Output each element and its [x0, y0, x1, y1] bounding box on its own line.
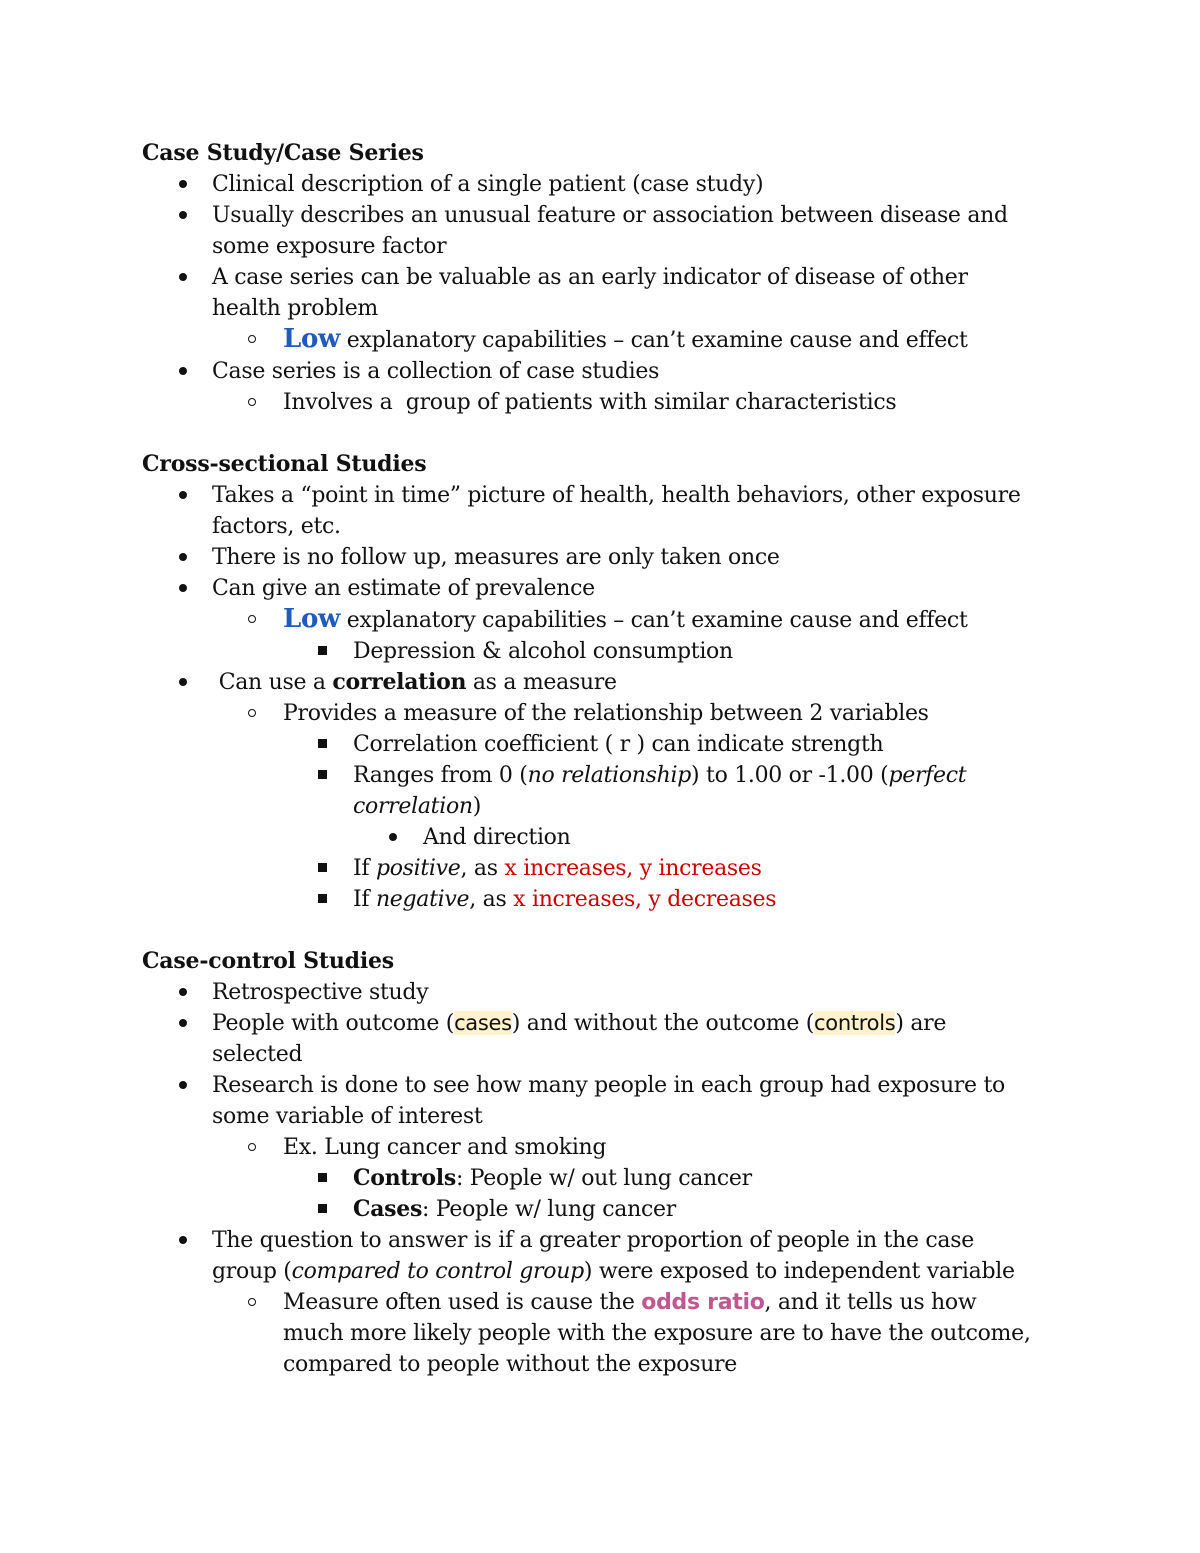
- list-item: If negative, as x increases, y decreases: [142, 884, 1042, 915]
- bullet-square-icon: [318, 1204, 327, 1213]
- bullet-disc-icon: [179, 1236, 187, 1244]
- list-item: Measure often used is cause the odds ratio, and it tells us how much more likely people with the exposure are to have the outcome, compared to people without the exposure: [142, 1287, 1042, 1380]
- bullet-circle-icon: [248, 335, 256, 343]
- bullet-list: [142, 480, 1042, 915]
- list-item: Controls: People w/ out lung cancer: [142, 1163, 1042, 1194]
- list-item: Involves a group of patients with similar characteristics: [142, 387, 1042, 418]
- bullet-square-icon: [318, 770, 327, 779]
- list-item: If positive, as x increases, y increases: [142, 853, 1042, 884]
- list-item: People with outcome (cases) and without the outcome (controls) are selected: [142, 1008, 1042, 1070]
- bullet-disc-icon: [179, 1081, 187, 1089]
- bullet-square-icon: [318, 646, 327, 655]
- bullet-square-icon: [318, 894, 327, 903]
- list-item: Usually describes an unusual feature or association between disease and some exposure factor: [142, 200, 1042, 262]
- bullet-list: [142, 977, 1042, 1380]
- section-heading: Case Study/Case Series: [142, 140, 424, 166]
- bullet-circle-icon: [248, 709, 256, 717]
- bullet-disc-icon: [179, 367, 187, 375]
- list-item: Can use a correlation as a measure: [142, 667, 1042, 698]
- section-case-control: [142, 946, 1042, 1380]
- list-item: Low explanatory capabilities – can’t examine cause and effect: [142, 604, 1042, 636]
- list-item: Depression & alcohol consumption: [142, 636, 1042, 667]
- section-case-study: [142, 138, 1042, 418]
- list-item: Low explanatory capabilities – can’t examine cause and effect: [142, 324, 1042, 356]
- odds-ratio-term: odds ratio: [641, 1290, 765, 1315]
- list-item: Cases: People w/ lung cancer: [142, 1194, 1042, 1225]
- list-item: A case series can be valuable as an early indicator of disease of other health problem: [142, 262, 1042, 324]
- document-content: [142, 138, 1042, 1380]
- highlight-controls: controls: [814, 1011, 896, 1035]
- bullet-disc-icon: [179, 1019, 187, 1027]
- list-item: Provides a measure of the relationship between 2 variables: [142, 698, 1042, 729]
- list-item: Research is done to see how many people in each group had exposure to some variable of interest: [142, 1070, 1042, 1132]
- section-cross-sectional: [142, 449, 1042, 915]
- highlight-cases: cases: [454, 1011, 512, 1035]
- bullet-circle-icon: [248, 1143, 256, 1151]
- bullet-circle-icon: [248, 615, 256, 623]
- list-item: Clinical description of a single patient (case study): [142, 169, 1042, 200]
- bullet-list: [142, 169, 1042, 418]
- list-item: Case series is a collection of case studies: [142, 356, 1042, 387]
- bullet-disc-icon: [389, 833, 397, 841]
- list-item: Correlation coefficient ( r ) can indicate strength: [142, 729, 1042, 760]
- list-item: Ex. Lung cancer and smoking: [142, 1132, 1042, 1163]
- list-item: The question to answer is if a greater proportion of people in the case group (compared to control group) were exposed to independent variable: [142, 1225, 1042, 1287]
- bullet-disc-icon: [179, 988, 187, 996]
- bullet-disc-icon: [179, 180, 187, 188]
- list-item: Takes a “point in time” picture of health, health behaviors, other exposure factors, etc.: [142, 480, 1042, 542]
- bullet-square-icon: [318, 1173, 327, 1182]
- bullet-disc-icon: [179, 584, 187, 592]
- bullet-disc-icon: [179, 273, 187, 281]
- bullet-disc-icon: [179, 491, 187, 499]
- bullet-disc-icon: [179, 211, 187, 219]
- bullet-disc-icon: [179, 553, 187, 561]
- bullet-circle-icon: [248, 398, 256, 406]
- list-item: Ranges from 0 (no relationship) to 1.00 or -1.00 (perfect correlation): [142, 760, 1042, 822]
- section-heading: Case-control Studies: [142, 948, 394, 974]
- bullet-square-icon: [318, 863, 327, 872]
- section-heading: Cross-sectional Studies: [142, 451, 427, 477]
- list-item: And direction: [142, 822, 1042, 853]
- list-item: There is no follow up, measures are only taken once: [142, 542, 1042, 573]
- list-item: Retrospective study: [142, 977, 1042, 1008]
- bullet-circle-icon: [248, 1298, 256, 1306]
- bullet-square-icon: [318, 739, 327, 748]
- list-item: Can give an estimate of prevalence: [142, 573, 1042, 604]
- bullet-disc-icon: [179, 678, 187, 686]
